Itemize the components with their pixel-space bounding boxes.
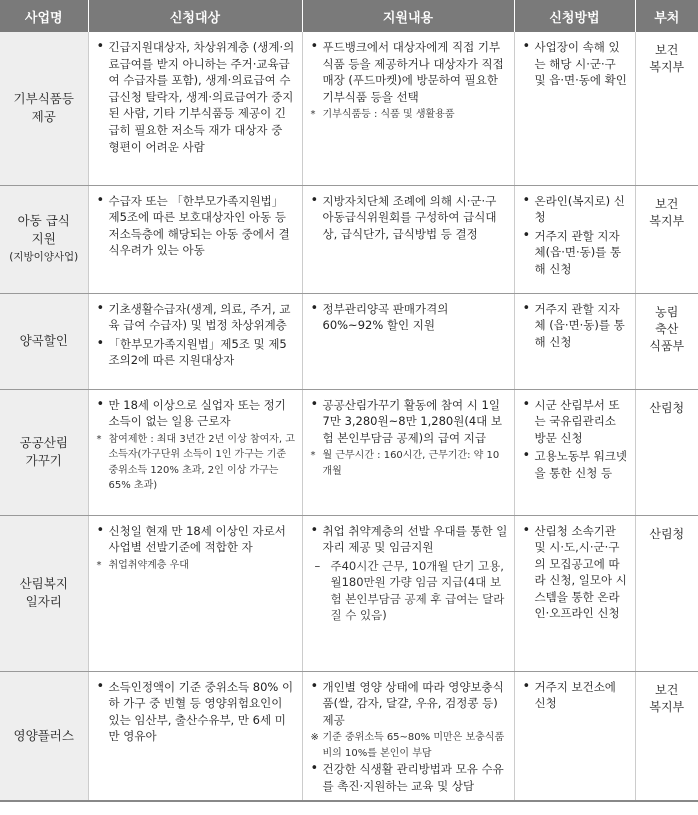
note-text [309,448,508,479]
header-method: 신청방법 [514,0,635,32]
dept-line: 산림청 [649,526,685,541]
support-cell [302,32,514,185]
header-dept: 부처 [635,0,698,32]
dept-line: 복지부 [649,699,685,714]
program-name-sub: (지방이양사업) [9,251,79,263]
dept-line: 복지부 [649,213,685,228]
dept-line: 농림 [655,304,679,319]
program-name [0,389,88,515]
dept-cell [635,32,698,185]
program-name-line: 제공 [31,109,56,125]
target-cell [88,389,302,515]
dept-cell [635,671,698,801]
program-name [0,671,88,801]
program-name [0,293,88,389]
dept-line: 축산 [655,321,679,336]
list-item: • 공공산림가꾸기 활동에 참여 시 1일 7만 3,280원~8만 1,280원(4대 보험 본인부담금 공제)의 급여 지급 [309,397,508,447]
list-item: • 시군 산림부서 또는 국유림관리소 방문 신청 [521,397,629,447]
note-mark: ※ [310,732,319,744]
list-item: • 거주지 보건소에 신청 [521,679,629,712]
header-support: 지원내용 [302,0,514,32]
note-text [95,558,296,574]
note-body: 주40시간 근무, 10개월 단기 고용, 월180만원 가량 임금 지급(4대 보험 본인부담금 공제 후 급여는 달라질 수 있음) [330,558,505,623]
note-body: 취업취약계층 우대 [108,559,189,571]
list-item: • 온라인(복지로) 신청 [521,193,629,226]
list-item: • 정부관리양곡 판매가격의 60%~92% 할인 지원 [309,301,508,334]
list-item: • 거주지 관할 지자체(읍·면·동)를 통해 신청 [521,228,629,278]
list-item: • 수급자 또는 「한부모가족지원법」 제5조에 따른 보호대상자인 아동 등 저소득층에 해당되는 아동 중에서 결식우려가 있는 아동 [95,193,296,259]
program-name-line: 공공산림 [19,435,68,450]
program-name [0,32,88,185]
dept-line: 식품부 [649,338,685,353]
target-cell [88,671,302,801]
program-name-line: 일자리 [25,594,62,609]
note-text [309,730,508,761]
support-cell [302,515,514,671]
list-item: • 산림청 소속기관 및 시·도,시·군·구의 모집공고에 따라 신청, 일모아 시스템을 통한 온라인·오프라인 신청 [521,523,629,623]
note-body: 기준 중위소득 65~80% 미만은 보충식품비의 10%를 본인이 부담 [322,732,505,759]
method-cell [514,185,635,293]
note-body: 월 근무시간 : 160시간, 근무기간: 약 10개월 [322,450,500,477]
dept-line: 보건 [655,682,679,697]
list-item: • 푸드뱅크에서 대상자에게 직접 기부식품 등을 제공하거나 대상자가 직접 매장 (푸드마켓)에 방문하여 필요한 기부식품 등을 선택 [309,39,508,105]
sub-item [309,558,508,624]
list-item: • 취업 취약계층의 선발 우대를 통한 일자리 제공 및 임금지원 [309,523,508,556]
note-mark: * [310,450,316,462]
list-item: • 긴급지원대상자, 차상위계층 (생계·의료급여를 받지 아니하는 주거·교육급여 수급자를 포함), 생계·의료급여 수급신청 탈락자, 생계·의료급여가 중지된 사람, 기타 기부식품등 제공이 긴급히 필요한 저소득 재가 대상자 중 형편이 어려운 사람 [95,39,296,155]
dept-cell [635,515,698,671]
table-row [0,293,698,389]
program-name-line: 산림복지 [19,576,68,591]
target-cell [88,32,302,185]
dept-cell [635,293,698,389]
note-mark: * [310,109,316,121]
method-cell [514,515,635,671]
method-cell [514,293,635,389]
program-name-line: 지원 [31,231,56,246]
target-cell [88,515,302,671]
program-name-line: 아동 급식 [17,213,70,228]
list-item: • 「한부모가족지원법」제5조 및 제5조의2에 따른 지원대상자 [95,336,296,369]
list-item: • 기초생활수급자(생계, 의료, 주거, 교육 급여 수급자) 및 법정 차상위계층 [95,301,296,334]
dept-cell [635,389,698,515]
program-name [0,515,88,671]
support-cell [302,389,514,515]
table-body [0,32,698,801]
list-item: • 거주지 관할 지자체 (읍·면·동)를 통해 신청 [521,301,629,351]
list-item: • 개인별 영양 상태에 따라 영양보충식품(쌀, 감자, 달걀, 우유, 검정콩 등) 제공 [309,679,508,729]
list-item: • 신청일 현재 만 18세 이상인 자로서 사업별 선발기준에 적합한 자 [95,523,296,556]
list-item: • 건강한 식생활 관리방법과 모유 수유를 촉진·지원하는 교육 및 상담 [309,761,508,794]
program-name [0,185,88,293]
support-cell [302,185,514,293]
dept-line: 복지부 [649,60,685,74]
dept-line: 보건 [655,43,679,57]
support-cell [302,293,514,389]
program-name-line: 가꾸기 [25,453,62,468]
list-item: • 사업장이 속해 있는 해당 시·군·구 및 읍·면·동에 확인 [521,39,629,89]
list-item: • 고용노동부 워크넷을 통한 신청 등 [521,448,629,481]
header-program: 사업명 [0,0,88,32]
note-mark: – [314,558,321,573]
method-cell [514,389,635,515]
target-cell [88,293,302,389]
header-target: 신청대상 [88,0,302,32]
dept-cell [635,185,698,293]
table-row [0,389,698,515]
list-item: • 소득인정액이 기준 중위소득 80% 이하 가구 중 빈혈 등 영양위험요인이 있는 임산부, 출산수유부, 만 6세 미만 영유아 [95,679,296,745]
note-text [309,107,508,123]
note-text [95,432,296,494]
note-mark: * [96,433,102,445]
table-row [0,671,698,801]
list-item: • 만 18세 이상으로 실업자 또는 정기소득이 없는 일용 근로자 [95,397,296,430]
program-name-line: 기부식품등 [13,91,74,107]
table-row [0,32,698,185]
target-cell [88,185,302,293]
dept-line: 보건 [655,196,679,211]
table-row [0,515,698,671]
note-mark: * [96,559,102,571]
list-item: • 지방자치단체 조례에 의해 시·군·구 아동급식위원회를 구성하여 급식대상, 급식단가, 급식방법 등 결정 [309,193,508,243]
program-name-line: 양곡할인 [19,333,68,348]
dept-line: 산림청 [649,400,685,415]
program-name-line: 영양플러스 [13,727,74,743]
note-body: 참여제한 : 최대 3년간 2년 이상 참여자, 고소득자(가구단위 소득이 1인 가구는 기준 중위소득 120% 초과, 2인 이상 가구는 65% 초과) [108,433,295,492]
method-cell [514,671,635,801]
table-row [0,185,698,293]
note-body: 기부식품등 : 식품 및 생활용품 [322,109,455,121]
method-cell [514,32,635,185]
support-cell [302,671,514,801]
header-row [0,0,698,32]
